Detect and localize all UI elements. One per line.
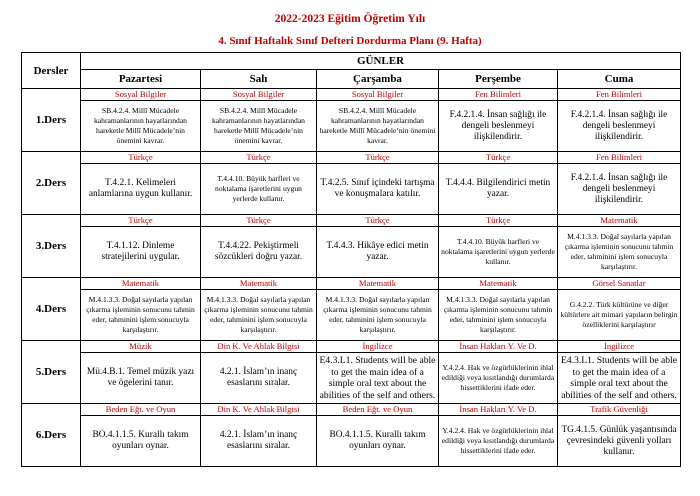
- subject-friday: Fen Bilimleri: [558, 152, 681, 164]
- outcome-wednesday: SB.4.2.4. Millî Mücadele kahramanlarının hayatlarından hareketle Millî Mücadele’nin önemini kavrar.: [317, 101, 439, 152]
- subject-monday: Türkçe: [81, 152, 201, 164]
- subject-wednesday: Sosyal Bilgiler: [317, 89, 439, 101]
- outcome-friday: F.4.2.1.4. İnsan sağlığı ile dengeli beslenmeyi ilişkilendirir.: [558, 164, 681, 215]
- dersler-header: Dersler: [22, 53, 81, 89]
- subject-tuesday: Din K. Ve Ahlak Bilgisi: [201, 341, 317, 353]
- outcome-thursday: M.4.1.3.3. Doğal sayılarla yapılan çıkarma işleminin sonucunu tahmin eder, tahminini işlem sonucuyla karşılaştırır.: [439, 290, 558, 341]
- subject-monday: Sosyal Bilgiler: [81, 89, 201, 101]
- outcome-tuesday: 4.2.1. İslam’ın inanç esaslarını sıralar.: [201, 353, 317, 404]
- lesson-label: 5.Ders: [22, 341, 81, 404]
- subject-thursday: İnsan Hakları Y. Ve D.: [439, 404, 558, 416]
- subject-wednesday: Matematik: [317, 278, 439, 290]
- subject-tuesday: Din K. Ve Ahlak Bilgisi: [201, 404, 317, 416]
- outcome-thursday: F.4.2.1.4. İnsan sağlığı ile dengeli beslenmeyi ilişkilendirir.: [439, 101, 558, 152]
- gunler-header: GÜNLER: [81, 53, 681, 70]
- subject-friday: Fen Bilimleri: [558, 89, 681, 101]
- subject-monday: Beden Eğt. ve Oyun: [81, 404, 201, 416]
- outcome-monday: M.4.1.3.3. Doğal sayılarla yapılan çıkarma işleminin sonucunu tahmin eder, tahminini işlem sonucuyla karşılaştırır.: [81, 290, 201, 341]
- subject-thursday: İnsan Hakları Y. Ve D.: [439, 341, 558, 353]
- day-header-wednesday: Çarşamba: [317, 70, 439, 89]
- outcome-monday: BO.4.1.1.5. Kurallı takım oyunları oynar.: [81, 416, 201, 467]
- day-header-monday: Pazartesi: [81, 70, 201, 89]
- subject-friday: Görsel Sanatlar: [558, 278, 681, 290]
- lesson-label: 4.Ders: [22, 278, 81, 341]
- subject-wednesday: Türkçe: [317, 215, 439, 227]
- subject-tuesday: Türkçe: [201, 152, 317, 164]
- subject-friday: İngilizce: [558, 341, 681, 353]
- outcome-friday: G.4.2.2. Türk kültürüne ve diğer kültürlere ait mimari yapıların belirgin özelliklerini karşılaştırır: [558, 290, 681, 341]
- subject-thursday: Fen Bilimleri: [439, 89, 558, 101]
- subject-monday: Müzik: [81, 341, 201, 353]
- subject-monday: Matematik: [81, 278, 201, 290]
- subject-thursday: Türkçe: [439, 152, 558, 164]
- outcome-friday: TG.4.1.5. Günlük yaşantısında çevresindeki güvenli yolları kullanır.: [558, 416, 681, 467]
- subject-wednesday: İngilizce: [317, 341, 439, 353]
- subject-wednesday: Türkçe: [317, 152, 439, 164]
- subject-tuesday: Sosyal Bilgiler: [201, 89, 317, 101]
- outcome-wednesday: E4.3.L1. Students will be able to get the main idea of a simple oral text about the abilities of the self and others.: [317, 353, 439, 404]
- outcome-wednesday: BO.4.1.1.5. Kurallı takım oyunları oynar.: [317, 416, 439, 467]
- title-line-1: 2022-2023 Eğitim Öğretim Yılı: [274, 13, 426, 25]
- outcome-wednesday: M.4.1.3.3. Doğal sayılarla yapılan çıkarma işleminin sonucunu tahmin eder, tahminini işlem sonucuyla karşılaştırır.: [317, 290, 439, 341]
- schedule-table: [21, 52, 681, 467]
- lesson-label: 1.Ders: [22, 89, 81, 152]
- subject-thursday: Matematik: [439, 278, 558, 290]
- lesson-label: 3.Ders: [22, 215, 81, 278]
- subject-monday: Türkçe: [81, 215, 201, 227]
- day-header-thursday: Perşembe: [439, 70, 558, 89]
- lesson-label: 6.Ders: [22, 404, 81, 467]
- outcome-thursday: Y.4.2.4. Hak ve özgürlüklerinin ihlal edildiği veya kısıtlandığı durumlarda hissettiklerini ifade eder.: [439, 353, 558, 404]
- outcome-monday: T.4.2.1. Kelimeleri anlamlarına uygun kullanır.: [81, 164, 201, 215]
- day-header-tuesday: Salı: [201, 70, 317, 89]
- outcome-friday: E4.3.L1. Students will be able to get the main idea of a simple oral text about the abilities of the self and others.: [558, 353, 681, 404]
- outcome-friday: M.4.1.3.3. Doğal sayılarla yapılan çıkarma işleminin sonucunu tahmin eder, tahminini işlem sonucuyla karşılaştırır.: [558, 227, 681, 278]
- outcome-monday: SB.4.2.4. Millî Mücadele kahramanlarının hayatlarından hareketle Millî Mücadele’nin önemini kavrar.: [81, 101, 201, 152]
- subject-friday: Trafik Güvenliği: [558, 404, 681, 416]
- subject-thursday: Türkçe: [439, 215, 558, 227]
- outcome-wednesday: T.4.4.3. Hikâye edici metin yazar.: [317, 227, 439, 278]
- outcome-monday: Mü.4.B.1. Temel müzik yazı ve ögelerini tanır.: [81, 353, 201, 404]
- subject-wednesday: Beden Eğt. ve Oyun: [317, 404, 439, 416]
- outcome-friday: F.4.2.1.4. İnsan sağlığı ile dengeli beslenmeyi ilişkilendirir.: [558, 101, 681, 152]
- lesson-label: 2.Ders: [22, 152, 81, 215]
- day-header-friday: Cuma: [558, 70, 681, 89]
- outcome-thursday: T.4.4.10. Büyük harfleri ve noktalama işaretlerini uygun yerlerde kullanır.: [439, 227, 558, 278]
- subject-tuesday: Türkçe: [201, 215, 317, 227]
- outcome-wednesday: T.4.2.5. Sınıf içindeki tartışma ve konuşmalara katılır.: [317, 164, 439, 215]
- outcome-tuesday: T.4.4.22. Pekiştirmeli sözcükleri doğru yazar.: [201, 227, 317, 278]
- outcome-tuesday: M.4.1.3.3. Doğal sayılarla yapılan çıkarma işleminin sonucunu tahmin eder, tahminini işlem sonucuyla karşılaştırır.: [201, 290, 317, 341]
- outcome-tuesday: 4.2.1. İslam’ın inanç esaslarını sıralar.: [201, 416, 317, 467]
- outcome-tuesday: SB.4.2.4. Millî Mücadele kahramanlarının hayatlarından hareketle Millî Mücadele’nin önemini kavrar.: [201, 101, 317, 152]
- outcome-thursday: T.4.4.4. Bilgilendirici metin yazar.: [439, 164, 558, 215]
- title-line-2: 4. Sınıf Haftalık Sınıf Defteri Dordurma Planı (9. Hafta): [218, 35, 482, 47]
- subject-friday: Matematik: [558, 215, 681, 227]
- outcome-tuesday: T.4.4.10. Büyük harfleri ve noktalama işaretlerini uygun yerlerde kullanır.: [201, 164, 317, 215]
- outcome-monday: T.4.1.12. Dinleme stratejilerini uygular.: [81, 227, 201, 278]
- subject-tuesday: Matematik: [201, 278, 317, 290]
- outcome-thursday: Y.4.2.4. Hak ve özgürlüklerinin ihlal edildiği veya kısıtlandığı durumlarda hissettiklerini ifade eder.: [439, 416, 558, 467]
